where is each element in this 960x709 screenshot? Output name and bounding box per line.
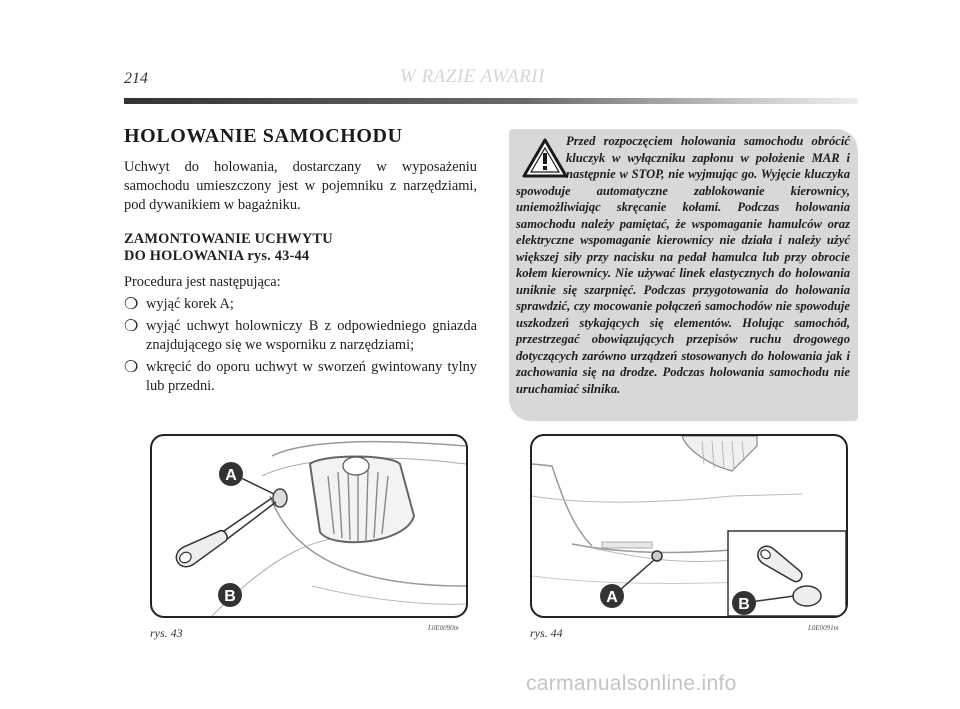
steps-list (124, 295, 477, 396)
figure-43-code: L0E0090m (428, 624, 459, 632)
label-b: B (738, 596, 750, 613)
bullet-circle-icon: ❍ (124, 359, 139, 376)
subheading-line-2: DO HOLOWANIA rys. 43-44 (124, 248, 310, 264)
step-item (124, 358, 477, 396)
warning-box (509, 129, 858, 421)
icon-spacer (516, 133, 566, 181)
step-item (124, 317, 477, 355)
warning-text: Przed rozpoczęciem holowania samochodu obrócić kluczyk w wyłączniku zapłonu w położenie MAR i następnie w STOP, nie wyjmując go. Wyjęcie kluczyka spowoduje automatyczne zablokowanie kierownicy, uniemożliwiając skręcanie kołami. Podczas holowania samochodu należy pamiętać, że wspomaganie hamulców oraz elektryczne wspomaganie kierownicy nie działa i należy użyć większej siły przy nacisku na pedał hamulca lub przy obrocie kołem kierownicy. Nie używać linek elastycznych do holowania uniknie się szarpnięć. Podczas przygotowania do holowania sprawdzić, czy mocowanie połączeń samochodów nie spowoduje uszkodzeń stykających się elementów. Holując samochód, przestrzegać obowiązujących przepisów ruchu drogowego dotyczących zarówno urządzeń stosowanych do holowania jak i zachowania się na drodze. Podczas holowania samochodu nie uruchamiać silnika. (516, 134, 850, 396)
figure-43-front-tow-hook (150, 434, 468, 618)
watermark: carmanualsonline.info (526, 672, 737, 695)
main-heading: HOLOWANIE SAMOCHODU (124, 125, 403, 147)
bullet-circle-icon: ❍ (124, 296, 139, 313)
left-column (124, 125, 477, 398)
front-car-illustration (152, 436, 466, 616)
procedure-intro: Procedura jest następująca: (124, 274, 281, 290)
warning-text-block (516, 133, 850, 397)
figure-44-rear-tow-hook (530, 434, 848, 618)
figure-43-caption: rys. 43 (150, 626, 183, 640)
page-number: 214 (124, 70, 148, 87)
figure-44-code: L0E0091m (808, 624, 839, 632)
figure-44-caption: rys. 44 (530, 626, 563, 640)
header-rule (124, 98, 858, 104)
rear-car-illustration (532, 436, 846, 616)
subheading (124, 231, 477, 265)
section-title: W RAZIE AWARII (400, 66, 545, 87)
label-a: A (225, 467, 237, 484)
step-text: wyjąć korek A; (146, 296, 234, 312)
step-text: wkręcić do oporu uchwyt w sworzeń gwintowany tylny lub przedni. (146, 359, 477, 394)
label-a: A (606, 589, 618, 606)
intro-paragraph: Uchwyt do holowania, dostarczany w wyposażeniu samochodu umieszczony jest w pojemniku z narzędziami, pod dywanikiem w bagażniku. (124, 159, 477, 213)
bullet-circle-icon: ❍ (124, 318, 139, 335)
step-item (124, 295, 477, 314)
step-text: wyjąć uchwyt holowniczy B z odpowiedniego gniazda znajdującego się we wsporniku z narzędziami; (146, 318, 477, 353)
label-b: B (224, 588, 236, 605)
subheading-line-1: ZAMONTOWANIE UCHWYTU (124, 231, 333, 247)
